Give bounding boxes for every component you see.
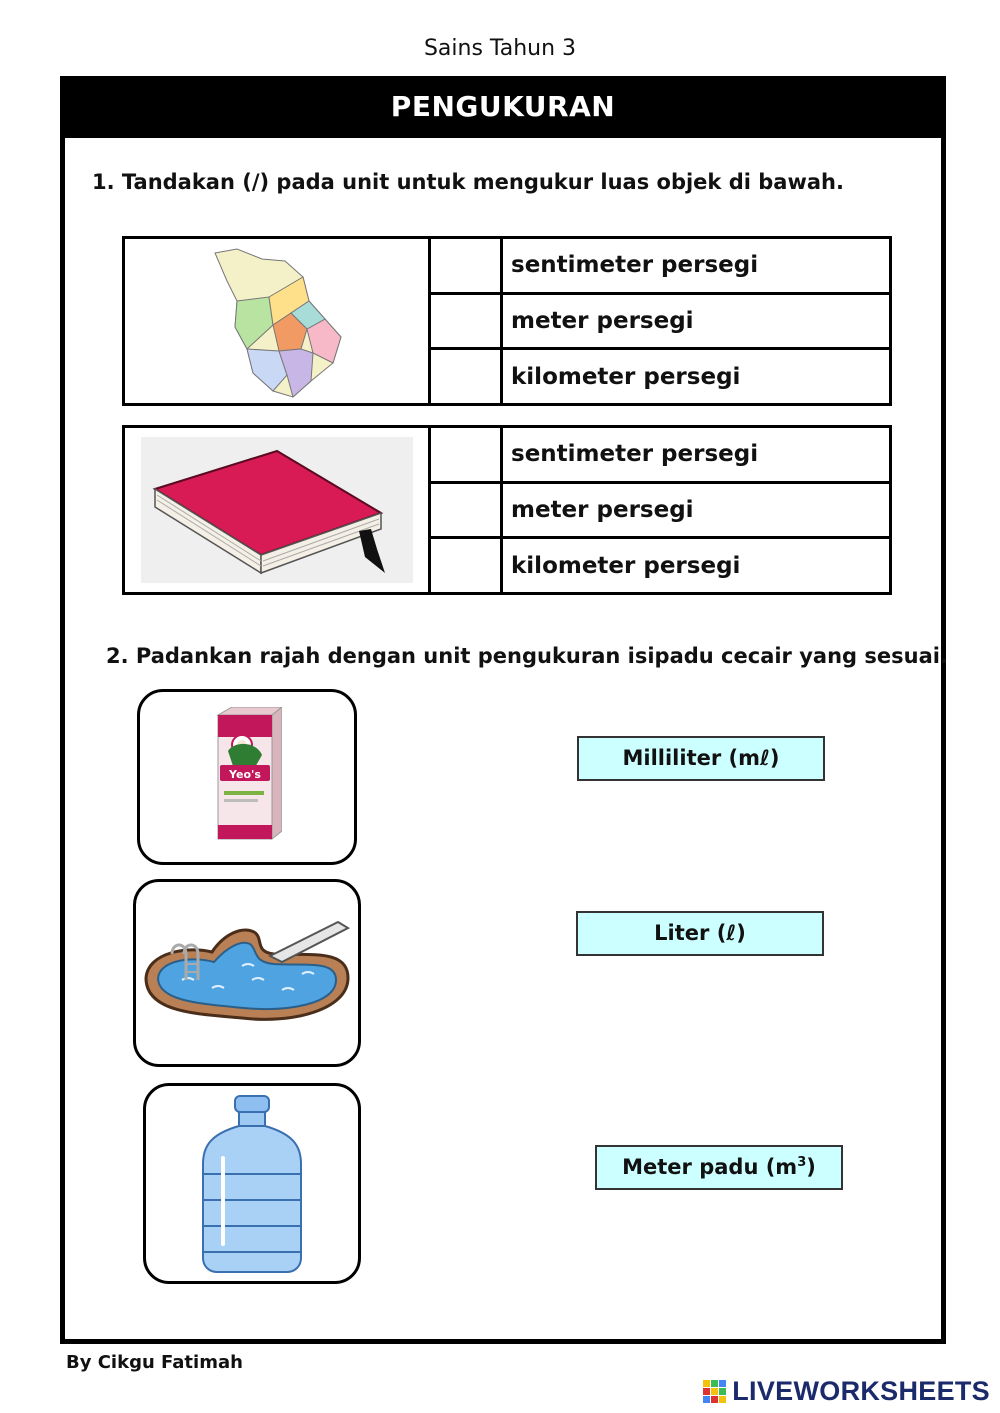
option-label: meter persegi: [511, 497, 694, 523]
option-label: sentimeter persegi: [511, 252, 759, 279]
swimming-pool-image: [142, 918, 352, 1028]
tick-box[interactable]: [431, 350, 503, 403]
map-selangor-image: [207, 241, 347, 401]
question-2-text: 2. Padankan rajah dengan unit pengukuran isipadu cecair yang sesuai.: [106, 644, 948, 668]
unit-label: Meter padu (m: [622, 1155, 798, 1179]
subject-label: Sains Tahun 3: [423, 36, 577, 61]
picture-box-bottle[interactable]: [143, 1083, 361, 1284]
options-table-book: [122, 425, 892, 595]
tick-box[interactable]: [431, 484, 503, 537]
page-title: PENGUKURAN: [60, 76, 946, 138]
unit-box-cubic-meter[interactable]: [595, 1145, 843, 1190]
brand-logo: [703, 1376, 990, 1407]
option-label: kilometer persegi: [511, 363, 741, 390]
option-row: [431, 239, 889, 295]
option-label: sentimeter persegi: [511, 441, 759, 468]
option-label: kilometer persegi: [511, 552, 741, 579]
juice-carton-image: [212, 707, 282, 847]
unit-box-milliliter[interactable]: Milliliter (mℓ): [577, 736, 825, 781]
brand-text: LIVEWORKSHEETS: [732, 1376, 990, 1406]
option-label: meter persegi: [511, 308, 694, 334]
author-byline: By Cikgu Fatimah: [66, 1352, 243, 1373]
tick-box[interactable]: [431, 239, 503, 292]
picture-box-juice[interactable]: [137, 689, 357, 865]
option-row: [431, 484, 889, 540]
option-row: [431, 539, 889, 592]
question-1-text: 1. Tandakan (/) pada unit untuk mengukur luas objek di bawah.: [92, 170, 844, 194]
unit-label-suffix: ): [806, 1155, 816, 1179]
book-picture-cell: [125, 428, 431, 592]
picture-box-pool[interactable]: [133, 879, 361, 1067]
options-column: [431, 239, 889, 403]
tick-box[interactable]: [431, 428, 503, 481]
unit-box-liter[interactable]: Liter (ℓ): [576, 911, 824, 956]
book-image: [141, 437, 413, 583]
option-row: [431, 295, 889, 351]
brand-grid-icon: [703, 1380, 726, 1403]
option-row: [431, 350, 889, 403]
tick-box[interactable]: [431, 295, 503, 348]
options-table-map: [122, 236, 892, 406]
unit-superscript: 3: [797, 1155, 807, 1170]
juice-brand-text: Yeo's: [229, 768, 261, 781]
options-column: [431, 428, 889, 592]
option-row: [431, 428, 889, 484]
water-bottle-image: [197, 1094, 307, 1274]
map-picture-cell: [125, 239, 431, 403]
tick-box[interactable]: [431, 539, 503, 592]
